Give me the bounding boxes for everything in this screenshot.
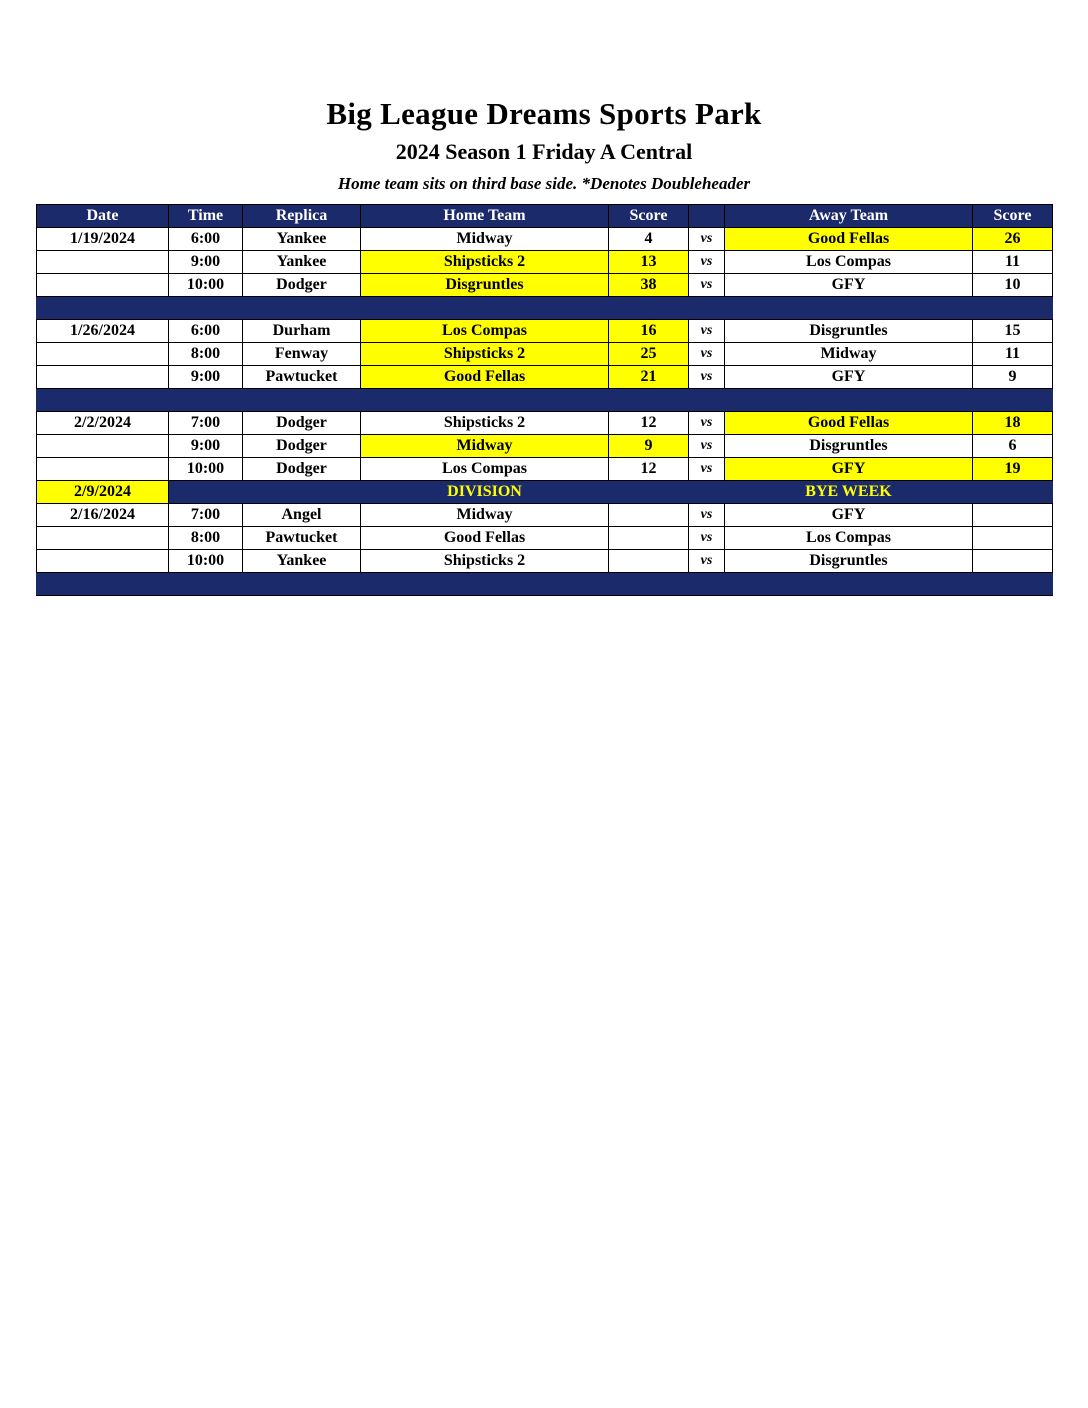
column-header: Replica — [243, 205, 361, 228]
home-team-cell: DIVISION — [361, 481, 609, 504]
spacer-row — [37, 573, 1053, 596]
home-team-cell: Midway — [361, 228, 609, 251]
home-team-cell: Good Fellas — [361, 527, 609, 550]
column-header: Away Team — [725, 205, 973, 228]
replica-cell: Dodger — [243, 274, 361, 297]
replica-cell: Dodger — [243, 435, 361, 458]
replica-cell: Angel — [243, 504, 361, 527]
game-row — [37, 320, 1053, 343]
home-score-cell — [609, 504, 689, 527]
away-team-cell: Good Fellas — [725, 412, 973, 435]
home-score-cell: 16 — [609, 320, 689, 343]
game-row — [37, 504, 1053, 527]
home-team-cell: Shipsticks 2 — [361, 550, 609, 573]
schedule-table — [36, 204, 1053, 596]
away-score-cell: 11 — [973, 251, 1053, 274]
home-team-cell: Midway — [361, 435, 609, 458]
game-row — [37, 274, 1053, 297]
replica-cell: Yankee — [243, 550, 361, 573]
column-header: Score — [973, 205, 1053, 228]
spacer-row — [37, 297, 1053, 320]
division-row — [37, 481, 1053, 504]
page-note: Home team sits on third base side. *Denotes Doubleheader — [337, 174, 751, 193]
home-team-cell: Los Compas — [361, 458, 609, 481]
home-score-cell: 4 — [609, 228, 689, 251]
page-subtitle: 2024 Season 1 Friday A Central — [395, 139, 693, 164]
home-team-cell: Disgruntles — [361, 274, 609, 297]
date-cell: 1/26/2024 — [37, 320, 169, 343]
game-row — [37, 366, 1053, 389]
away-score-cell: 26 — [973, 228, 1053, 251]
date-cell — [37, 458, 169, 481]
away-score-cell — [973, 527, 1053, 550]
schedule-page — [0, 0, 1088, 596]
page-title: Big League Dreams Sports Park — [326, 96, 762, 131]
schedule-table-header — [37, 205, 1053, 228]
date-cell — [37, 343, 169, 366]
replica-cell: Pawtucket — [243, 527, 361, 550]
away-team-cell: Los Compas — [725, 251, 973, 274]
away-score-cell: 6 — [973, 435, 1053, 458]
home-team-cell: Shipsticks 2 — [361, 412, 609, 435]
replica-cell: Durham — [243, 320, 361, 343]
date-cell: 1/19/2024 — [37, 228, 169, 251]
column-header: Home Team — [361, 205, 609, 228]
home-score-cell: 38 — [609, 274, 689, 297]
away-score-cell — [973, 504, 1053, 527]
date-cell: 2/2/2024 — [37, 412, 169, 435]
vs-cell: vs — [689, 366, 725, 389]
vs-cell: vs — [689, 458, 725, 481]
home-score-cell: 12 — [609, 458, 689, 481]
replica-cell: Fenway — [243, 343, 361, 366]
column-header: Score — [609, 205, 689, 228]
game-row — [37, 458, 1053, 481]
vs-cell: vs — [689, 412, 725, 435]
date-cell: 2/16/2024 — [37, 504, 169, 527]
home-score-cell: 9 — [609, 435, 689, 458]
date-cell — [37, 251, 169, 274]
time-cell: 10:00 — [169, 274, 243, 297]
away-team-cell: GFY — [725, 504, 973, 527]
away-team-cell: Good Fellas — [725, 228, 973, 251]
header-row — [37, 205, 1053, 228]
column-header: Time — [169, 205, 243, 228]
away-team-cell: Disgruntles — [725, 550, 973, 573]
away-score-cell: 11 — [973, 343, 1053, 366]
time-cell: 9:00 — [169, 366, 243, 389]
home-score-cell: 13 — [609, 251, 689, 274]
time-cell: 10:00 — [169, 458, 243, 481]
date-cell — [37, 366, 169, 389]
date-cell: 2/9/2024 — [37, 481, 169, 504]
away-score-cell: 18 — [973, 412, 1053, 435]
away-score-cell — [973, 550, 1053, 573]
game-row — [37, 343, 1053, 366]
home-score-cell — [609, 481, 689, 504]
date-cell — [37, 435, 169, 458]
home-score-cell — [609, 550, 689, 573]
replica-cell: Yankee — [243, 251, 361, 274]
replica-cell: Pawtucket — [243, 366, 361, 389]
column-header — [689, 205, 725, 228]
game-row — [37, 435, 1053, 458]
column-header: Date — [37, 205, 169, 228]
home-team-cell: Good Fellas — [361, 366, 609, 389]
away-team-cell: GFY — [725, 366, 973, 389]
home-team-cell: Shipsticks 2 — [361, 343, 609, 366]
game-row — [37, 251, 1053, 274]
away-team-cell: Disgruntles — [725, 435, 973, 458]
home-score-cell: 21 — [609, 366, 689, 389]
replica-cell: Dodger — [243, 412, 361, 435]
away-score-cell — [973, 481, 1053, 504]
vs-cell: vs — [689, 527, 725, 550]
home-score-cell: 12 — [609, 412, 689, 435]
date-cell — [37, 550, 169, 573]
spacer-cell — [37, 573, 1053, 596]
away-team-cell: GFY — [725, 274, 973, 297]
home-score-cell — [609, 527, 689, 550]
vs-cell: vs — [689, 274, 725, 297]
spacer-cell — [37, 389, 1053, 412]
game-row — [37, 412, 1053, 435]
vs-cell: vs — [689, 550, 725, 573]
time-cell: 7:00 — [169, 412, 243, 435]
vs-cell: vs — [689, 251, 725, 274]
game-row — [37, 228, 1053, 251]
game-row — [37, 527, 1053, 550]
time-cell: 6:00 — [169, 228, 243, 251]
home-team-cell: Shipsticks 2 — [361, 251, 609, 274]
away-team-cell: BYE WEEK — [725, 481, 973, 504]
vs-cell: vs — [689, 504, 725, 527]
replica-cell: Dodger — [243, 458, 361, 481]
time-cell: 9:00 — [169, 251, 243, 274]
away-score-cell: 10 — [973, 274, 1053, 297]
game-row — [37, 550, 1053, 573]
time-cell: 7:00 — [169, 504, 243, 527]
home-score-cell: 25 — [609, 343, 689, 366]
date-cell — [37, 527, 169, 550]
time-cell: 9:00 — [169, 435, 243, 458]
away-team-cell: Disgruntles — [725, 320, 973, 343]
away-team-cell: Los Compas — [725, 527, 973, 550]
away-team-cell: Midway — [725, 343, 973, 366]
time-cell: 10:00 — [169, 550, 243, 573]
time-cell: 6:00 — [169, 320, 243, 343]
time-cell — [169, 481, 243, 504]
vs-cell: vs — [689, 435, 725, 458]
vs-cell: vs — [689, 320, 725, 343]
replica-cell — [243, 481, 361, 504]
spacer-cell — [37, 297, 1053, 320]
away-score-cell: 9 — [973, 366, 1053, 389]
time-cell: 8:00 — [169, 527, 243, 550]
home-team-cell: Los Compas — [361, 320, 609, 343]
spacer-row — [37, 389, 1053, 412]
date-cell — [37, 274, 169, 297]
vs-cell: vs — [689, 343, 725, 366]
home-team-cell: Midway — [361, 504, 609, 527]
vs-cell — [689, 481, 725, 504]
time-cell: 8:00 — [169, 343, 243, 366]
replica-cell: Yankee — [243, 228, 361, 251]
away-team-cell: GFY — [725, 458, 973, 481]
vs-cell: vs — [689, 228, 725, 251]
schedule-table-body — [37, 228, 1053, 596]
away-score-cell: 19 — [973, 458, 1053, 481]
away-score-cell: 15 — [973, 320, 1053, 343]
